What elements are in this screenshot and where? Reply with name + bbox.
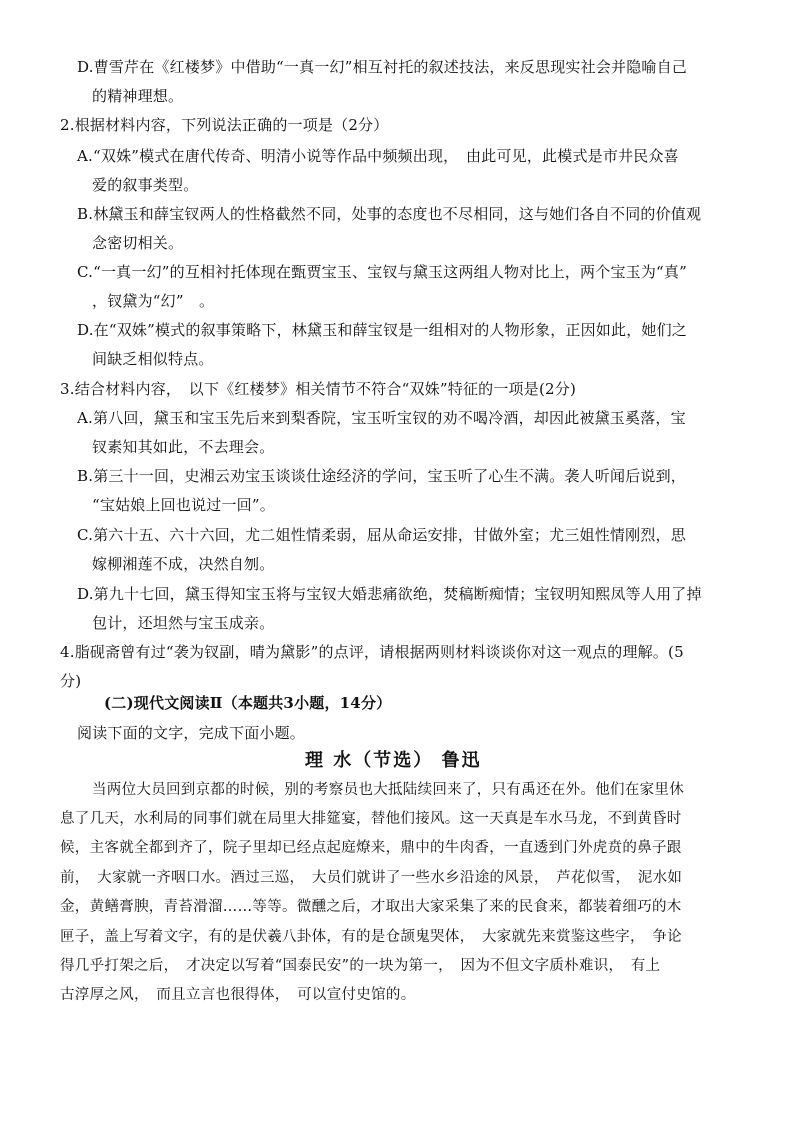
q3-option-c-line1: C.第六十五、六十六回，尤二姐性情柔弱，屈从命运安排，甘做外室；尤三姐性情刚烈，思 (77, 526, 686, 544)
q3-option-b-line1: B.第三十一回，史湘云劝宝玉谈谈仕途经济的学问，宝玉听了心生不满。袭人听闻后说到， (77, 467, 686, 485)
q2-option-a-line2: 爱的叙事类型。 (92, 176, 199, 194)
q2-option-b-line2: 念密切相关。 (92, 234, 184, 252)
passage-line-2: 息了几天，水利局的同事们就在局里大排筵宴，替他们接风。这一天真是车水马龙，不到黄昏时 (60, 811, 682, 827)
q2-option-a-line1: A.“双姝”模式在唐代传奇、明清小说等作品中频频出现， 由此可见，此模式是市井民众喜 (77, 147, 679, 165)
q2-option-c-line1: C.“一真一幻”的互相衬托体现在甄贾宝玉、宝钗与黛玉这两组人物对比上，两个宝玉为“真” (77, 263, 687, 281)
q3-option-b-line2: “宝姑娘上回也说过一回”。 (92, 496, 275, 514)
passage-line-8: 古淳厚之风， 而且立言也很得体， 可以宣付史馆的。 (60, 987, 416, 1003)
q3-option-d-line2: 包计，还坦然与宝玉成亲。 (92, 614, 275, 632)
q2-option-d-line2: 间缺乏相似特点。 (92, 350, 214, 368)
q3-option-a-line2: 钗素知其如此，不去理会。 (92, 438, 275, 456)
passage-line-6: 匣子，盖上写着文字，有的是伏羲八卦体，有的是仓颉鬼哭体， 大家就先来赏鉴这些字， 争论 (60, 929, 682, 945)
q3-option-d-line1: D.第九十七回，黛玉得知宝玉将与宝钗大婚悲痛欲绝，焚稿断痴情；宝钗明知熙凤等人用了掉 (77, 585, 702, 603)
q2-option-d-line1: D.在“双姝”模式的叙事策略下，林黛玉和薛宝钗是一组相对的人物形象，正因如此，她们之 (77, 321, 688, 339)
q4-stem-line2: 分) (60, 672, 82, 690)
passage-line-1: 当两位大员回到京都的时候，别的考察员也大抵陆续回来了，只有禹还在外。他们在家里休 (92, 782, 684, 798)
passage-line-7: 得几乎打架之后， 才决定以写着“国泰民安”的一块为第一， 因为不但文字质朴难识， 有上 (60, 958, 661, 974)
passage-line-5: 金，黄鳝膏腴，青苔滑溜……等等。微醺之后，才取出大家采集了来的民食来，都装着细巧的木 (60, 899, 682, 915)
q1-option-d-line1: D.曹雪芹在《红楼梦》中借助“一真一幻”相互衬托的叙述技法，来反思现实社会并隐喻自己 (77, 58, 688, 76)
q2-stem: 2.根据材料内容，下列说法正确的一项是（2分） (60, 116, 389, 134)
passage-title: 理 水（节选） 鲁迅 (305, 750, 482, 771)
reading-instruction: 阅读下面的文字，完成下面小题。 (77, 724, 306, 742)
q4-stem-line1: 4.脂砚斋曾有过“袭为钗副，晴为黛影”的点评，请根据两则材料谈谈你对这一观点的理解。(5 (60, 643, 684, 661)
q2-option-c-line2: ，钗黛为“幻” 。 (92, 292, 215, 310)
q3-option-a-line1: A.第八回，黛玉和宝玉先后来到梨香院，宝玉听宝钗的劝不喝冷酒，却因此被黛玉奚落，宝 (77, 409, 686, 427)
passage-line-3: 候，主客就全都到齐了，院子里却已经点起庭燎来，鼎中的牛肉香，一直透到门外虎贲的鼻子跟 (60, 840, 682, 856)
section-heading: (二)现代文阅读Ⅱ（本题共3小题，14分） (104, 694, 392, 712)
q1-option-d-line2: 的精神理想。 (92, 87, 184, 105)
passage-line-4: 前， 大家就一齐咽口水。酒过三巡， 大员们就讲了一些水乡沿途的风景， 芦花似雪， 泥水如 (60, 870, 683, 886)
q3-stem: 3.结合材料内容， 以下《红楼梦》相关情节不符合“双姝”特征的一项是(2分) (60, 380, 576, 398)
q3-option-c-line2: 嫁柳湘莲不成，决然自刎。 (92, 555, 275, 573)
q2-option-b-line1: B.林黛玉和薛宝钗两人的性格截然不同，处事的态度也不尽相同，这与她们各自不同的价值观 (77, 205, 702, 223)
